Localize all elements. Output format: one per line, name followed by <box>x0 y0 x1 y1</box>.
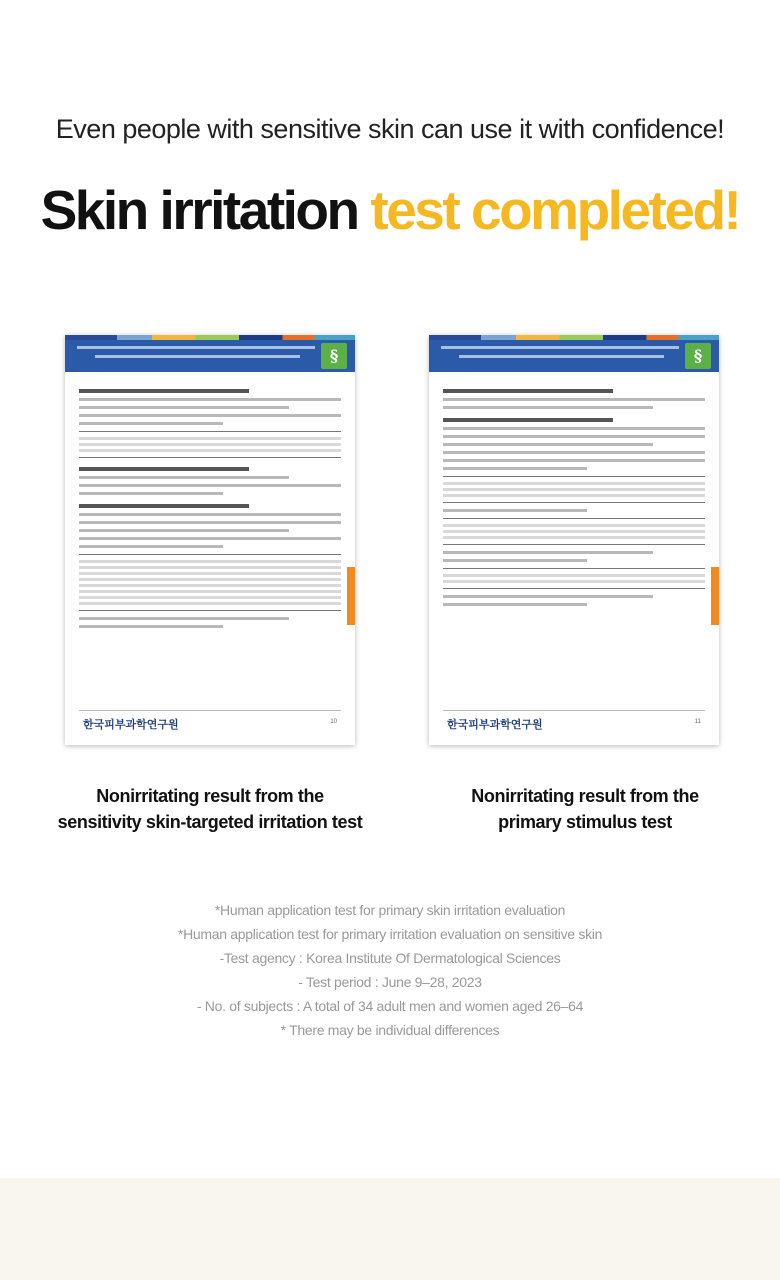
caption-sensitivity-test <box>20 783 400 835</box>
report-footer <box>443 710 705 735</box>
note-line: *Human application test for primary skin irritation evaluation <box>214 902 566 918</box>
note-line: - No. of subjects : A total of 34 adult men and women aged 26–64 <box>196 998 584 1014</box>
test-report-document-2 <box>429 335 719 745</box>
test-report-document-1 <box>65 335 355 745</box>
report-footer <box>79 710 341 735</box>
report-header <box>65 340 355 372</box>
page-number: 10 <box>330 719 337 725</box>
subtitle: Even people with sensitive skin can use it with confidence! <box>55 114 725 144</box>
headline-main: Skin irritation <box>40 179 371 241</box>
note-line: *Human application test for primary irritation evaluation on sensitive skin <box>177 926 603 942</box>
report-logo-icon: § <box>685 343 711 369</box>
report-side-tab <box>347 567 355 625</box>
headline-accent: test completed! <box>370 179 740 241</box>
institute-logo: 한국피부과학연구원 <box>83 718 179 731</box>
caption-line: sensitivity skin-targeted irritation test <box>57 812 363 832</box>
page-number: 11 <box>694 719 701 725</box>
note-line: - Test period : June 9–28, 2023 <box>298 974 482 990</box>
note-line: * There may be individual differences <box>280 1022 500 1038</box>
institute-logo: 한국피부과학연구원 <box>447 718 543 731</box>
bottom-band <box>0 1178 780 1280</box>
test-notes <box>0 898 780 1042</box>
caption-line: Nonirritating result from the <box>96 786 324 806</box>
report-header <box>429 340 719 372</box>
caption-line: primary stimulus test <box>498 812 672 832</box>
caption-primary-stimulus-test <box>395 783 775 835</box>
note-line: -Test agency : Korea Institute Of Dermatological Sciences <box>219 950 561 966</box>
caption-line: Nonirritating result from the <box>471 786 699 806</box>
report-side-tab <box>711 567 719 625</box>
report-logo-icon: § <box>321 343 347 369</box>
report-body <box>65 372 355 641</box>
report-body <box>429 372 719 619</box>
headline <box>0 178 780 242</box>
